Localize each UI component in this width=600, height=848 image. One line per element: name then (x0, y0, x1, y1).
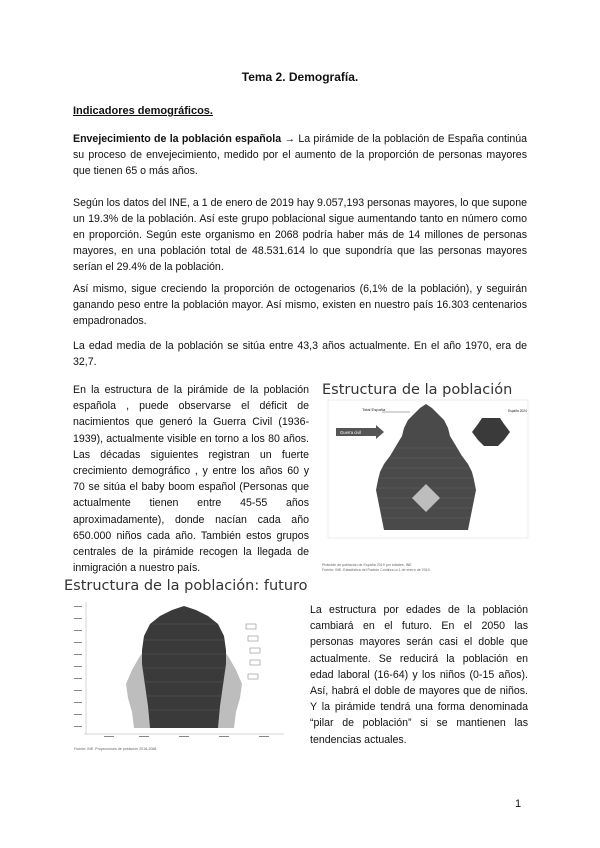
figure-future-population (64, 578, 308, 751)
figure-caption-source: Fuente: INE. Estadística del Padrón Continuo a 1 de enero de 2019. (322, 567, 431, 572)
population-pyramid-image (322, 398, 530, 558)
arrow-symbol: → (281, 133, 299, 145)
figure-caption: Pirámide de población de España 2019 por edades, INE (322, 563, 412, 567)
paragraph-median-age: La edad media de la población se sitúa entre 43,3 años actualmente. En el año 1970, era de 32,7. (73, 340, 527, 368)
page-title: Tema 2. Demografía. (241, 70, 359, 84)
paragraph-octogenarians: Así mismo, sigue creciendo la proporción de octogenarios (6,1% de la población), y seguirán ganando peso entre la población mayor. Así mismo, existen en nuestro país 16.303 centenarios empadronados. (73, 283, 527, 327)
label-total-spain: Total España (362, 407, 386, 412)
figure-caption-future: Fuente: INE. Proyecciones de población 2018-2068. (74, 747, 158, 751)
figure-title-future: Estructura de la población: futuro (64, 578, 308, 594)
paragraph-future-structure: La estructura por edades de la población cambiará en el futuro. En el 2050 las personas mayores serán casi el doble que actualmente. Se reducirá la población en edad laboral (16-64) y los niños (0-15 años). Así, habrá el doble de mayores que de niños. Y la pirámide tendrá una forma denominada “pilar de población” si se mantienen las tendencias actuales. (310, 604, 528, 746)
page-number: 1 (515, 798, 522, 810)
paragraph-pyramid-structure: En la estructura de la pirámide de la población española , puede observarse el déficit de nacimientos que generó la Guerra Civil (1936-1939), actualmente visible en torno a los 80 años. Las décadas siguientes registran un fuerte crecimiento demográfico , y entre los años 60 y 70 se sitúa el baby boom español (Personas que actualmente tienen entre 45-55 años aproximadamente), donde nacían cada año 650.000 niños cada año. También estos grupos centrales de la pirámide recogen la llegada de inmigración a nuestro país. (73, 384, 309, 575)
future-pyramid-image (64, 594, 294, 742)
paragraph-ine-data: Según los datos del INE, a 1 de enero de 2019 hay 9.057,193 personas mayores, lo que supone un 19.3% de la población. Así este grupo poblacional sigue aumentando tanto en número como en proporción. Según este organismo en 2068 podría haber más de 14 millones de personas mayores, en una población total de 48.531.614 lo que supondría que las personas mayores serían el 29.4% de la población. (73, 197, 527, 273)
arrow-label: Guerra civil (340, 430, 362, 435)
inset-label: España 2024 (508, 409, 527, 413)
paragraph-aging-lead: Envejecimiento de la población española (73, 133, 282, 145)
figure-population-structure (322, 382, 530, 572)
section-heading: Indicadores demográficos. (73, 105, 213, 117)
paragraph-aging (73, 131, 527, 179)
paragraph-aging-text: La pirámide de la población de España continúa su proceso de envejecimiento, medido por el aumento de la proporción de personas mayores que tienen 65 o más años. (73, 133, 528, 177)
figure-title: Estructura de la población (322, 382, 513, 398)
